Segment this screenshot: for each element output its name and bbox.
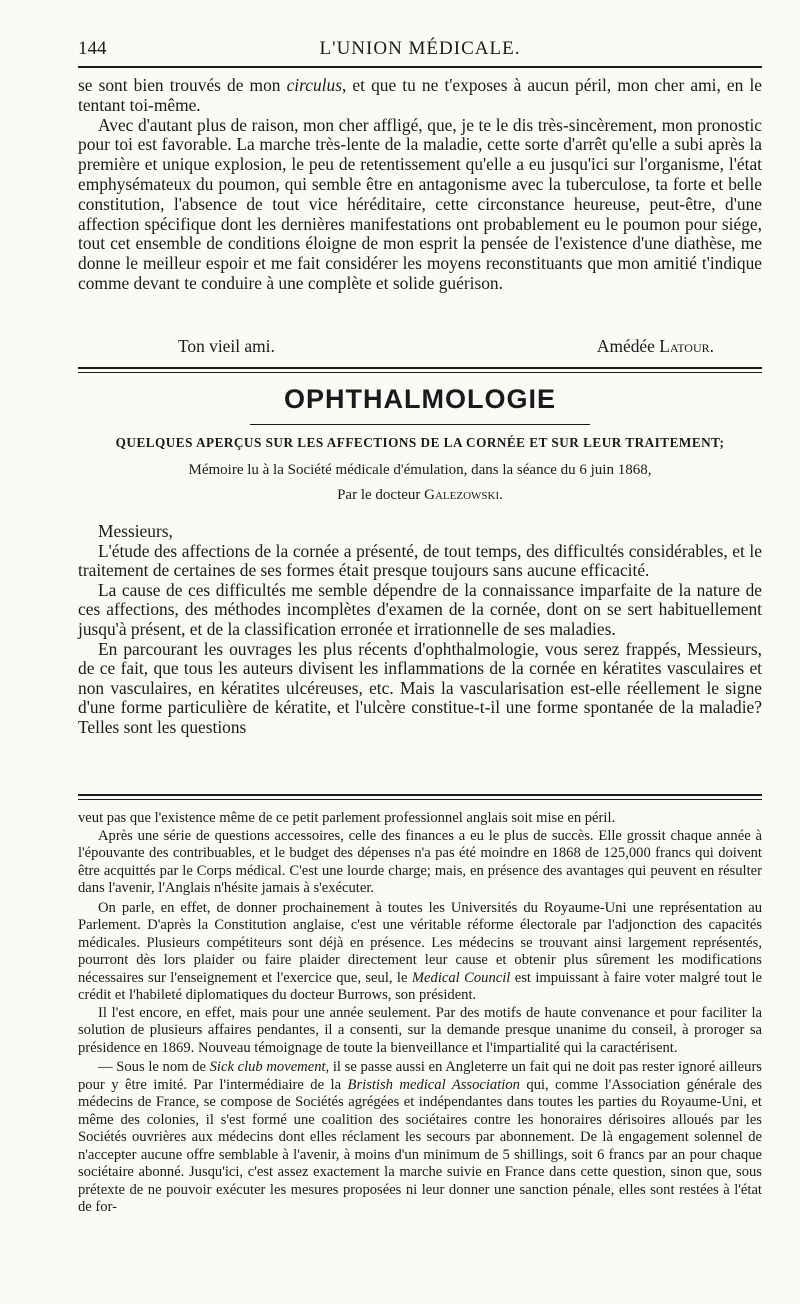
feuilleton-paragraph: On parle, en effet, de donner prochainement à toutes les Universités du Royaume-Uni une représentation au Parlement. D'après la Constitution anglaise, c'est une véritable réforme électorale par l'adjonction des capacités médicales. Plusieurs compétiteurs sont déjà en présence. Les médecins se trouvant ainsi largement représentés, pourront dès lors plaider ou faire plaider directement leur cause et obtenir plus sûrement les modifications nécessaires sur l'enseignement et l'exercice que, seul, le Medical Council est impuissant à faire voter malgré tout le crédit et l'habileté diplomatiques du docteur Burrows, son président. <box>78 899 762 1003</box>
section-rule-thin <box>78 372 762 373</box>
page-header <box>78 34 762 64</box>
article-paragraph: En parcourant les ouvrages les plus récents d'ophthalmologie, vous serez frappés, Messieurs, de ce fait, que tous les auteurs divisent les inflammations de la cornée en kératites vasculaires et non vasculaires, en kératites ulcéreuses, etc. Mais la vascularisation est-elle réellement le signe d'une forme particulière de kératite, et l'ulcère constitue-t-il une forme spontanée de la maladie? Telles sont les questions <box>78 638 762 737</box>
article-paragraph: La cause de ces difficultés me semble dépendre de la connaissance imparfaite de la nature de ces affections, des méthodes incomplètes d'examen de la cornée, dont on se sert habituellement jusqu'à présent, et de la classification erronée et irrationnelle de ses maladies. <box>78 579 762 639</box>
article-author: Par le docteur Galezowski. <box>337 487 503 503</box>
header-rule <box>78 66 762 68</box>
letter-closing: Ton vieil ami. <box>178 336 275 356</box>
feuilleton-paragraph: veut pas que l'existence même de ce petit parlement professionnel anglais soit mise en péril. <box>78 810 616 826</box>
section-rule <box>78 367 762 369</box>
feuilleton-rule <box>78 794 762 796</box>
article-salutation: Messieurs, <box>98 521 173 541</box>
letter-paragraph: Avec d'autant plus de raison, mon cher affligé, que, je te le dis très-sincèrement, mon pronostic pour toi est favorable. La marche très-lente de la maladie, cette sorte d'arrêt qu'elle a subi après la première et unique explosion, le peu de retentissement qu'elle a eu jusqu'ici sur l'organisme, l'état emphysémateux du poumon, qui semble être en antagonisme avec la tuberculose, ta forte et belle constitution, l'absence de tout vice héréditaire, cette circonstance heureuse, peut-être, d'une affection spécifique dont les dernières manifestations ont probablement eu le poumon pour siége, tout cet ensemble de conditions éloigne de mon esprit la pensée de l'existence d'une diathèse, me donne le meilleur espoir et me fait considérer les moyens reconstituants que mon amitié t'indique comme devant te conduire à une complète et solide guérison. <box>78 114 762 293</box>
feuilleton-paragraph: Après une série de questions accessoires, celle des finances a eu le plus de succès. Elle grossit chaque année à l'épouvante des contribuables, et le budget des dépenses n'a pas été moindre en 1868 de 125,000 francs qui doivent être acquittés par le Corps médical. C'est une lourde charge; mais, en présence des avantages qui peuvent en résulter dans l'avenir, l'Anglais n'hésite jamais à s'exécuter. <box>78 827 762 896</box>
journal-title: L'UNION MÉDICALE. <box>319 38 521 59</box>
article-memoire-note: Mémoire lu à la Société médicale d'émulation, dans la séance du 6 juin 1868, <box>188 462 652 478</box>
letter-paragraph: se sont bien trouvés de mon circulus, et que tu ne t'exposes à aucun péril, mon cher ami, en le tentant toi-même. <box>78 75 762 115</box>
page-number: 144 <box>78 38 107 59</box>
letter-signature: Amédée Latour. <box>596 336 714 356</box>
letter-text <box>78 76 762 294</box>
feuilleton-text <box>78 810 762 1217</box>
article-paragraph: L'étude des affections de la cornée a présenté, de tout temps, des difficultés considérables, et le traitement de certaines de ses formes était presque toujours sans aucune efficacité. <box>78 540 762 581</box>
section-title: OPHTHALMOLOGIE <box>284 384 556 414</box>
feuilleton-rule-thin <box>78 799 762 800</box>
article-subtitle: QUELQUES APERÇUS SUR LES AFFECTIONS DE LA CORNÉE ET SUR LEUR TRAITEMENT; <box>115 435 725 450</box>
letter-signature-line <box>78 336 762 358</box>
feuilleton-paragraph: — Sous le nom de Sick club movement, il se passe aussi en Angleterre un fait qui ne doit pas rester ignoré ailleurs pour y être imité. Par l'intermédiaire de la Bristish medical Association qui, comme l'Association générale des médecins de France, se compose de Sociétés agrégées et indépendantes dans toutes les parties du Royaume-Uni, et même des colonies, il s'est formé une coalition des sociétaires contre les honoraires dérisoires alloués par les Sociétés ouvrières aux médecins dont elles réclament les secours par abonnement. De là engagement solennel de n'accepter aucune offre semblable à l'avenir, à moins d'un minimum de 5 shillings, soit 6 francs par an pour chaque sociétaire abonné. Jusqu'ici, c'est assez exactement la marche suivie en France dans cette question, sinon que, sous prétexte de ne pouvoir exécuter les mesures proposées ni leur donner une sanction pénale, elles sont restées à l'état de for- <box>78 1059 762 1215</box>
title-underline <box>250 424 590 425</box>
feuilleton-paragraph: Il l'est encore, en effet, mais pour une année seulement. Par des motifs de haute convenance et pour faciliter la solution de plusieurs affaires pendantes, il a consenti, sur la demande presque unanime du conseil, à proroger sa présidence en 1869. Nouveau témoignage de toute la bienveillance et l'impartialité qui la caractérisent. <box>78 1004 762 1056</box>
article-body <box>78 522 762 738</box>
